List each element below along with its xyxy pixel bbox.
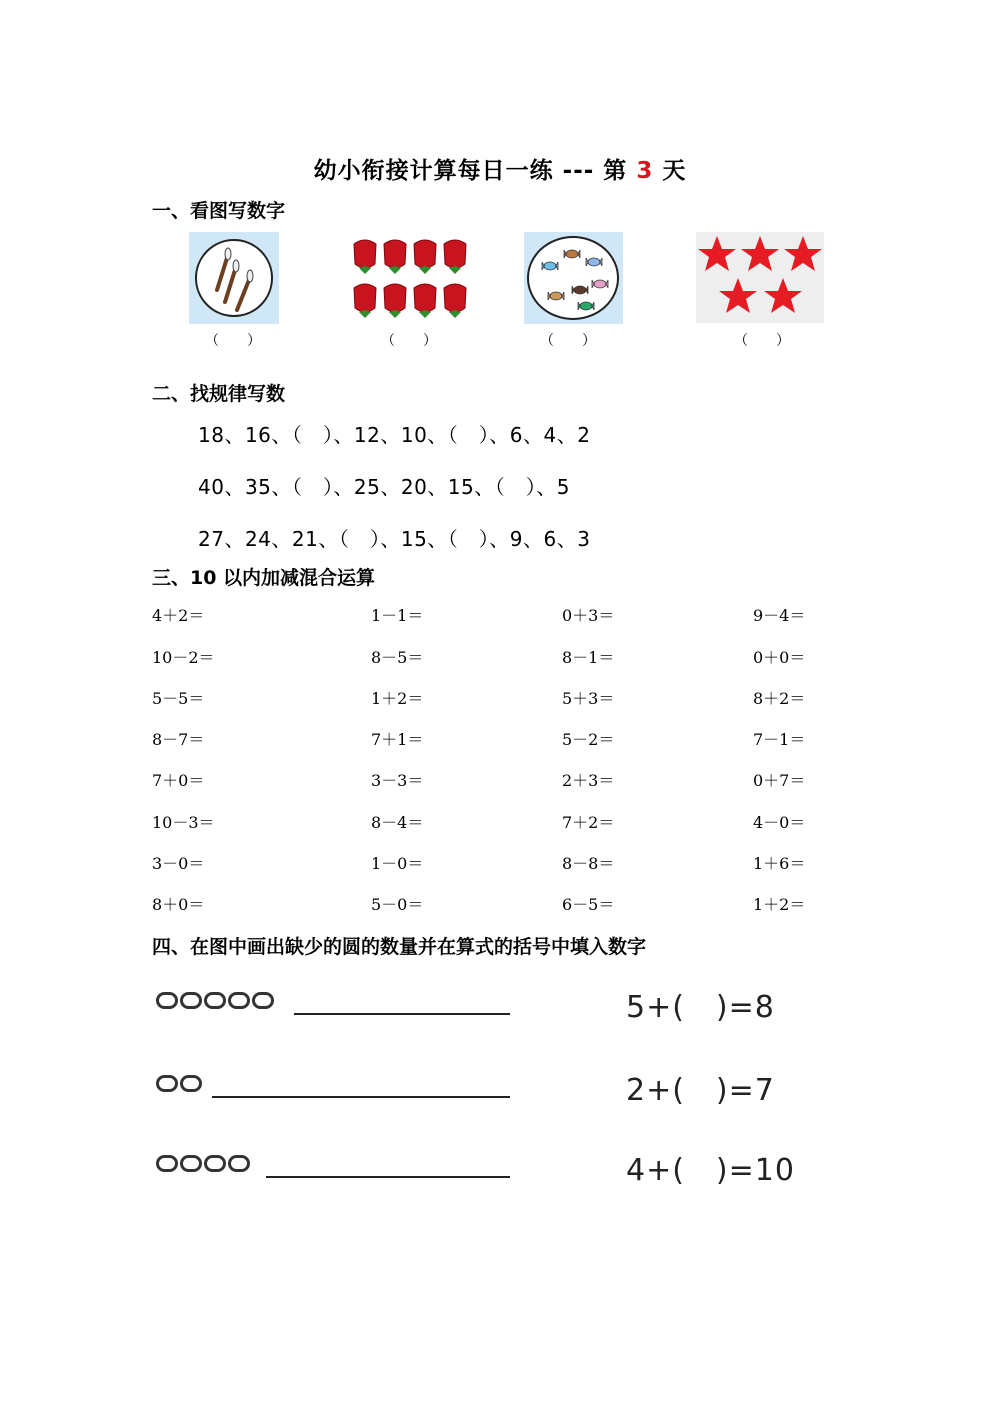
section4-heading: 四、在图中画出缺少的圆的数量并在算式的括号中填入数字 — [152, 936, 647, 958]
title-suffix: 天 — [662, 158, 687, 184]
title-prefix: 幼小衔接计算每日一练 --- 第 — [313, 158, 628, 184]
calc-item[interactable]: 8－5＝ — [371, 648, 424, 667]
calc-item[interactable]: 3－3＝ — [371, 771, 424, 790]
circle-icon — [204, 1155, 226, 1172]
circle-icon — [228, 1155, 250, 1172]
calc-item[interactable]: 1＋2＝ — [371, 689, 424, 708]
calc-item[interactable]: 5＋3＝ — [562, 689, 615, 708]
answer-blank-1[interactable]: （ ） — [205, 333, 261, 349]
paintbrush-plate-icon — [189, 232, 279, 324]
circle-icon — [204, 992, 226, 1009]
calc-item[interactable]: 8＋2＝ — [753, 689, 806, 708]
circle-icon — [180, 1155, 202, 1172]
stars-icon — [696, 232, 824, 323]
calc-item[interactable]: 5－2＝ — [562, 730, 615, 749]
equation-1[interactable]: 5+( )=8 — [626, 990, 775, 1025]
drawing-line[interactable] — [266, 1176, 510, 1178]
calc-item[interactable]: 8－8＝ — [562, 854, 615, 873]
calc-item[interactable]: 8－7＝ — [152, 730, 205, 749]
calc-item[interactable]: 4－0＝ — [753, 813, 806, 832]
circle-group-2 — [156, 1075, 204, 1096]
answer-blank-2[interactable]: （ ） — [381, 333, 437, 349]
calc-item[interactable]: 8－1＝ — [562, 648, 615, 667]
calc-item[interactable]: 0＋0＝ — [753, 648, 806, 667]
calc-item[interactable]: 7－1＝ — [753, 730, 806, 749]
answer-blank-4[interactable]: （ ） — [734, 333, 790, 349]
calc-item[interactable]: 10－2＝ — [152, 648, 215, 667]
calc-item[interactable]: 0＋7＝ — [753, 771, 806, 790]
circle-group-4 — [156, 1155, 252, 1176]
equation-2[interactable]: 2+( )=7 — [626, 1073, 775, 1108]
answer-blank-3[interactable]: （ ） — [540, 333, 596, 349]
candy-plate-icon — [524, 232, 623, 324]
roses-icon — [351, 238, 469, 320]
calc-item[interactable]: 1－0＝ — [371, 854, 424, 873]
section2-heading: 二、找规律写数 — [152, 383, 286, 405]
circle-icon — [180, 1075, 202, 1092]
drawing-line[interactable] — [294, 1013, 510, 1015]
circle-icon — [228, 992, 250, 1009]
circle-icon — [156, 1155, 178, 1172]
calc-item[interactable]: 7＋1＝ — [371, 730, 424, 749]
circle-icon — [180, 992, 202, 1009]
calc-item[interactable]: 5－0＝ — [371, 895, 424, 914]
equation-3[interactable]: 4+( )=10 — [626, 1153, 795, 1188]
circle-icon — [252, 992, 274, 1009]
page-title — [0, 152, 1000, 185]
section3-heading: 三、10 以内加减混合运算 — [152, 567, 376, 589]
calc-item[interactable]: 8－4＝ — [371, 813, 424, 832]
calc-item[interactable]: 1＋6＝ — [753, 854, 806, 873]
calc-item[interactable]: 1－1＝ — [371, 606, 424, 625]
circle-icon — [156, 992, 178, 1009]
calc-item[interactable]: 2＋3＝ — [562, 771, 615, 790]
sequence-line-2[interactable]: 40、35、（ ）、25、20、15、（ ）、5 — [198, 475, 570, 499]
calc-item[interactable]: 6－5＝ — [562, 895, 615, 914]
calc-item[interactable]: 7＋0＝ — [152, 771, 205, 790]
calc-item[interactable]: 10－3＝ — [152, 813, 215, 832]
section1-heading: 一、看图写数字 — [152, 200, 286, 222]
drawing-line[interactable] — [212, 1096, 510, 1098]
calc-item[interactable]: 0＋3＝ — [562, 606, 615, 625]
title-day-number: 3 — [636, 158, 654, 184]
calc-item[interactable]: 1＋2＝ — [753, 895, 806, 914]
sequence-line-1[interactable]: 18、16、（ ）、12、10、（ ）、6、4、2 — [198, 423, 591, 447]
circle-icon — [156, 1075, 178, 1092]
calc-item[interactable]: 9－4＝ — [753, 606, 806, 625]
calc-item[interactable]: 4＋2＝ — [152, 606, 205, 625]
calc-item[interactable]: 8＋0＝ — [152, 895, 205, 914]
sequence-line-3[interactable]: 27、24、21、（ ）、15、（ ）、9、6、3 — [198, 527, 591, 551]
calc-item[interactable]: 5－5＝ — [152, 689, 205, 708]
calc-item[interactable]: 3－0＝ — [152, 854, 205, 873]
calc-item[interactable]: 7＋2＝ — [562, 813, 615, 832]
circle-group-5 — [156, 992, 276, 1013]
